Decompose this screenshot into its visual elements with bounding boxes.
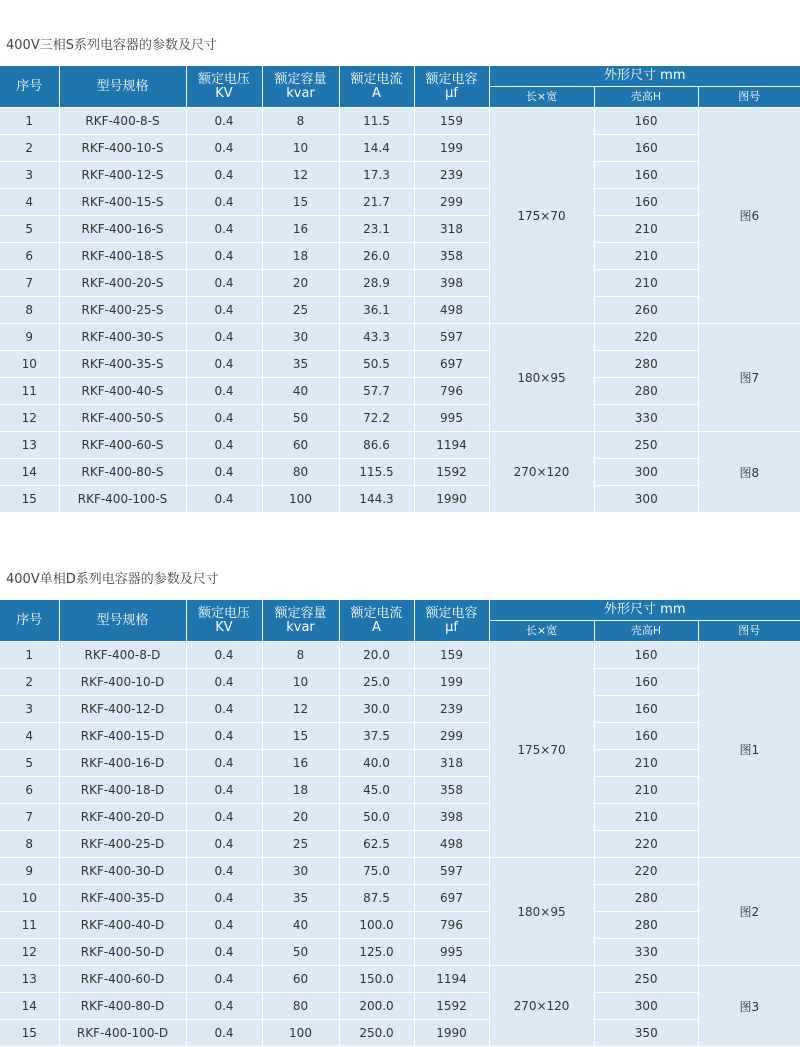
capacity-cell: 20 bbox=[262, 270, 339, 297]
model-cell: RKF-400-15-D bbox=[59, 723, 186, 750]
capacity-cell: 80 bbox=[262, 993, 339, 1020]
seq-cell: 6 bbox=[0, 777, 59, 804]
col-header-dimensions: 外形尺寸 mm bbox=[489, 66, 800, 87]
current-cell: 45.0 bbox=[339, 777, 414, 804]
col-header-capacity bbox=[262, 600, 339, 642]
capacitance-cell: 299 bbox=[414, 723, 489, 750]
figure-cell: 图3 bbox=[698, 966, 800, 1047]
voltage-cell: 0.4 bbox=[186, 750, 262, 777]
voltage-cell: 0.4 bbox=[186, 723, 262, 750]
voltage-label: 额定电压 bbox=[197, 605, 250, 621]
capacitance-cell: 239 bbox=[414, 696, 489, 723]
capacitance-cell: 1990 bbox=[414, 486, 489, 513]
capacitance-cell: 697 bbox=[414, 351, 489, 378]
capacitance-cell: 358 bbox=[414, 777, 489, 804]
capacitance-cell: 398 bbox=[414, 270, 489, 297]
col-header-height: 壳高H bbox=[594, 621, 698, 642]
capacitance-cell: 796 bbox=[414, 378, 489, 405]
seq-cell: 10 bbox=[0, 351, 59, 378]
capacity-cell: 35 bbox=[262, 351, 339, 378]
model-cell: RKF-400-30-S bbox=[59, 324, 186, 351]
capacity-cell: 10 bbox=[262, 135, 339, 162]
capacitance-cell: 995 bbox=[414, 939, 489, 966]
current-cell: 87.5 bbox=[339, 885, 414, 912]
current-cell: 125.0 bbox=[339, 939, 414, 966]
capacity-cell: 40 bbox=[262, 912, 339, 939]
seq-cell: 7 bbox=[0, 804, 59, 831]
capacitance-cell: 1194 bbox=[414, 966, 489, 993]
table-row bbox=[0, 696, 800, 723]
capacitance-cell: 597 bbox=[414, 324, 489, 351]
voltage-cell: 0.4 bbox=[186, 243, 262, 270]
table-row bbox=[0, 351, 800, 378]
model-cell: RKF-400-15-S bbox=[59, 189, 186, 216]
height-cell: 280 bbox=[594, 351, 698, 378]
capacity-cell: 100 bbox=[262, 486, 339, 513]
voltage-cell: 0.4 bbox=[186, 831, 262, 858]
capacity-cell: 18 bbox=[262, 777, 339, 804]
capacitance-unit: μf bbox=[445, 619, 458, 635]
model-cell: RKF-400-12-D bbox=[59, 696, 186, 723]
height-cell: 160 bbox=[594, 135, 698, 162]
model-cell: RKF-400-8-S bbox=[59, 108, 186, 135]
table-row bbox=[0, 216, 800, 243]
height-cell: 280 bbox=[594, 885, 698, 912]
table-row bbox=[0, 642, 800, 669]
current-cell: 57.7 bbox=[339, 378, 414, 405]
model-cell: RKF-400-80-D bbox=[59, 993, 186, 1020]
height-cell: 210 bbox=[594, 777, 698, 804]
current-cell: 43.3 bbox=[339, 324, 414, 351]
capacitance-cell: 199 bbox=[414, 135, 489, 162]
capacitance-cell: 498 bbox=[414, 297, 489, 324]
capacity-cell: 10 bbox=[262, 669, 339, 696]
seq-cell: 5 bbox=[0, 216, 59, 243]
seq-cell: 2 bbox=[0, 669, 59, 696]
seq-cell: 12 bbox=[0, 405, 59, 432]
capacity-cell: 80 bbox=[262, 459, 339, 486]
model-cell: RKF-400-25-D bbox=[59, 831, 186, 858]
current-cell: 30.0 bbox=[339, 696, 414, 723]
table-row bbox=[0, 270, 800, 297]
height-cell: 220 bbox=[594, 858, 698, 885]
height-cell: 280 bbox=[594, 912, 698, 939]
capacitance-cell: 318 bbox=[414, 216, 489, 243]
model-cell: RKF-400-35-D bbox=[59, 885, 186, 912]
table-row bbox=[0, 459, 800, 486]
seq-cell: 1 bbox=[0, 108, 59, 135]
capacity-cell: 50 bbox=[262, 405, 339, 432]
current-cell: 40.0 bbox=[339, 750, 414, 777]
seq-cell: 14 bbox=[0, 459, 59, 486]
current-unit: A bbox=[372, 619, 381, 635]
d-series-table bbox=[0, 600, 800, 1047]
height-cell: 160 bbox=[594, 669, 698, 696]
col-header-length-width: 长×宽 bbox=[489, 87, 594, 108]
voltage-cell: 0.4 bbox=[186, 486, 262, 513]
height-cell: 160 bbox=[594, 696, 698, 723]
length-width-cell: 175×70 bbox=[489, 642, 594, 858]
voltage-cell: 0.4 bbox=[186, 804, 262, 831]
seq-cell: 9 bbox=[0, 324, 59, 351]
figure-cell: 图6 bbox=[698, 108, 800, 324]
d-series-body bbox=[0, 642, 800, 1047]
current-cell: 36.1 bbox=[339, 297, 414, 324]
capacity-cell: 20 bbox=[262, 804, 339, 831]
capacity-cell: 60 bbox=[262, 966, 339, 993]
height-cell: 210 bbox=[594, 243, 698, 270]
capacity-cell: 100 bbox=[262, 1020, 339, 1047]
col-header-model: 型号规格 bbox=[59, 600, 186, 642]
capacity-cell: 12 bbox=[262, 696, 339, 723]
figure-cell: 图2 bbox=[698, 858, 800, 966]
model-cell: RKF-400-18-D bbox=[59, 777, 186, 804]
model-cell: RKF-400-10-D bbox=[59, 669, 186, 696]
model-cell: RKF-400-100-D bbox=[59, 1020, 186, 1047]
col-header-figure: 图号 bbox=[698, 621, 800, 642]
voltage-cell: 0.4 bbox=[186, 135, 262, 162]
current-cell: 50.0 bbox=[339, 804, 414, 831]
model-cell: RKF-400-40-D bbox=[59, 912, 186, 939]
voltage-cell: 0.4 bbox=[186, 966, 262, 993]
capacitance-cell: 358 bbox=[414, 243, 489, 270]
capacitance-label: 额定电容 bbox=[425, 605, 478, 621]
length-width-cell: 175×70 bbox=[489, 108, 594, 324]
current-cell: 26.0 bbox=[339, 243, 414, 270]
voltage-cell: 0.4 bbox=[186, 696, 262, 723]
capacitance-cell: 299 bbox=[414, 189, 489, 216]
height-cell: 210 bbox=[594, 750, 698, 777]
table-row bbox=[0, 243, 800, 270]
s-series-body bbox=[0, 108, 800, 513]
capacity-cell: 16 bbox=[262, 750, 339, 777]
voltage-cell: 0.4 bbox=[186, 108, 262, 135]
table-row bbox=[0, 1020, 800, 1047]
current-cell: 75.0 bbox=[339, 858, 414, 885]
current-cell: 115.5 bbox=[339, 459, 414, 486]
capacity-cell: 30 bbox=[262, 858, 339, 885]
height-cell: 220 bbox=[594, 831, 698, 858]
model-cell: RKF-400-100-S bbox=[59, 486, 186, 513]
table-row bbox=[0, 804, 800, 831]
model-cell: RKF-400-20-D bbox=[59, 804, 186, 831]
current-cell: 86.6 bbox=[339, 432, 414, 459]
capacity-label: 额定容量 bbox=[274, 71, 327, 87]
voltage-cell: 0.4 bbox=[186, 189, 262, 216]
current-cell: 200.0 bbox=[339, 993, 414, 1020]
table-row bbox=[0, 486, 800, 513]
capacity-cell: 25 bbox=[262, 297, 339, 324]
height-cell: 160 bbox=[594, 642, 698, 669]
capacitance-unit: μf bbox=[445, 85, 458, 101]
col-header-current bbox=[339, 600, 414, 642]
height-cell: 210 bbox=[594, 804, 698, 831]
length-width-cell: 180×95 bbox=[489, 858, 594, 966]
height-cell: 350 bbox=[594, 1020, 698, 1047]
height-cell: 250 bbox=[594, 966, 698, 993]
table-row bbox=[0, 378, 800, 405]
length-width-cell: 180×95 bbox=[489, 324, 594, 432]
model-cell: RKF-400-60-D bbox=[59, 966, 186, 993]
table-row bbox=[0, 297, 800, 324]
height-cell: 330 bbox=[594, 405, 698, 432]
seq-cell: 6 bbox=[0, 243, 59, 270]
capacity-cell: 35 bbox=[262, 885, 339, 912]
voltage-cell: 0.4 bbox=[186, 216, 262, 243]
capacity-cell: 60 bbox=[262, 432, 339, 459]
voltage-cell: 0.4 bbox=[186, 162, 262, 189]
capacitance-cell: 398 bbox=[414, 804, 489, 831]
model-cell: RKF-400-25-S bbox=[59, 297, 186, 324]
voltage-cell: 0.4 bbox=[186, 324, 262, 351]
col-header-capacitance bbox=[414, 600, 489, 642]
current-cell: 25.0 bbox=[339, 669, 414, 696]
col-header-seq: 序号 bbox=[0, 66, 59, 108]
seq-cell: 11 bbox=[0, 912, 59, 939]
col-header-seq: 序号 bbox=[0, 600, 59, 642]
seq-cell: 2 bbox=[0, 135, 59, 162]
capacity-cell: 40 bbox=[262, 378, 339, 405]
height-cell: 160 bbox=[594, 162, 698, 189]
capacitance-cell: 159 bbox=[414, 642, 489, 669]
seq-cell: 3 bbox=[0, 696, 59, 723]
height-cell: 300 bbox=[594, 486, 698, 513]
seq-cell: 7 bbox=[0, 270, 59, 297]
col-header-capacity bbox=[262, 66, 339, 108]
capacitance-cell: 199 bbox=[414, 669, 489, 696]
model-cell: RKF-400-12-S bbox=[59, 162, 186, 189]
d-series-title: 400V单相D系列电容器的参数及尺寸 bbox=[6, 572, 219, 587]
figure-cell: 图8 bbox=[698, 432, 800, 513]
table-row bbox=[0, 912, 800, 939]
voltage-cell: 0.4 bbox=[186, 405, 262, 432]
figure-cell: 图7 bbox=[698, 324, 800, 432]
table-row bbox=[0, 831, 800, 858]
s-series-table bbox=[0, 66, 800, 513]
height-cell: 280 bbox=[594, 378, 698, 405]
table-row bbox=[0, 777, 800, 804]
current-cell: 11.5 bbox=[339, 108, 414, 135]
col-header-length-width: 长×宽 bbox=[489, 621, 594, 642]
current-cell: 144.3 bbox=[339, 486, 414, 513]
voltage-cell: 0.4 bbox=[186, 993, 262, 1020]
seq-cell: 12 bbox=[0, 939, 59, 966]
voltage-cell: 0.4 bbox=[186, 459, 262, 486]
voltage-cell: 0.4 bbox=[186, 939, 262, 966]
table-row bbox=[0, 324, 800, 351]
current-unit: A bbox=[372, 85, 381, 101]
col-header-capacitance bbox=[414, 66, 489, 108]
capacitance-cell: 597 bbox=[414, 858, 489, 885]
seq-cell: 9 bbox=[0, 858, 59, 885]
seq-cell: 15 bbox=[0, 486, 59, 513]
seq-cell: 8 bbox=[0, 297, 59, 324]
voltage-cell: 0.4 bbox=[186, 378, 262, 405]
current-cell: 62.5 bbox=[339, 831, 414, 858]
capacitance-cell: 1990 bbox=[414, 1020, 489, 1047]
table-row bbox=[0, 723, 800, 750]
model-cell: RKF-400-20-S bbox=[59, 270, 186, 297]
col-header-model: 型号规格 bbox=[59, 66, 186, 108]
capacity-cell: 15 bbox=[262, 189, 339, 216]
table-row bbox=[0, 858, 800, 885]
table-row bbox=[0, 405, 800, 432]
voltage-cell: 0.4 bbox=[186, 777, 262, 804]
capacitance-cell: 697 bbox=[414, 885, 489, 912]
voltage-cell: 0.4 bbox=[186, 270, 262, 297]
model-cell: RKF-400-30-D bbox=[59, 858, 186, 885]
table-row bbox=[0, 162, 800, 189]
capacity-unit: kvar bbox=[286, 85, 315, 101]
current-cell: 50.5 bbox=[339, 351, 414, 378]
col-header-dimensions: 外形尺寸 mm bbox=[489, 600, 800, 621]
capacitance-cell: 318 bbox=[414, 750, 489, 777]
table-row bbox=[0, 939, 800, 966]
voltage-unit: KV bbox=[215, 85, 233, 101]
capacity-label: 额定容量 bbox=[274, 605, 327, 621]
current-cell: 14.4 bbox=[339, 135, 414, 162]
capacity-cell: 50 bbox=[262, 939, 339, 966]
col-header-height: 壳高H bbox=[594, 87, 698, 108]
model-cell: RKF-400-50-D bbox=[59, 939, 186, 966]
capacitance-cell: 796 bbox=[414, 912, 489, 939]
seq-cell: 11 bbox=[0, 378, 59, 405]
table-row bbox=[0, 669, 800, 696]
capacity-cell: 18 bbox=[262, 243, 339, 270]
table-row bbox=[0, 885, 800, 912]
seq-cell: 4 bbox=[0, 723, 59, 750]
table-row bbox=[0, 750, 800, 777]
height-cell: 210 bbox=[594, 270, 698, 297]
height-cell: 300 bbox=[594, 459, 698, 486]
figure-cell: 图1 bbox=[698, 642, 800, 858]
capacitance-label: 额定电容 bbox=[425, 71, 478, 87]
voltage-cell: 0.4 bbox=[186, 297, 262, 324]
table-row bbox=[0, 432, 800, 459]
seq-cell: 8 bbox=[0, 831, 59, 858]
voltage-cell: 0.4 bbox=[186, 1020, 262, 1047]
capacity-cell: 16 bbox=[262, 216, 339, 243]
seq-cell: 13 bbox=[0, 432, 59, 459]
height-cell: 250 bbox=[594, 432, 698, 459]
current-cell: 23.1 bbox=[339, 216, 414, 243]
model-cell: RKF-400-50-S bbox=[59, 405, 186, 432]
capacity-cell: 30 bbox=[262, 324, 339, 351]
current-label: 额定电流 bbox=[350, 71, 403, 87]
height-cell: 160 bbox=[594, 108, 698, 135]
seq-cell: 5 bbox=[0, 750, 59, 777]
col-header-figure: 图号 bbox=[698, 87, 800, 108]
s-series-title: 400V三相S系列电容器的参数及尺寸 bbox=[6, 38, 217, 53]
capacitance-cell: 498 bbox=[414, 831, 489, 858]
height-cell: 160 bbox=[594, 723, 698, 750]
current-cell: 250.0 bbox=[339, 1020, 414, 1047]
capacitance-cell: 1592 bbox=[414, 459, 489, 486]
table-row bbox=[0, 108, 800, 135]
voltage-unit: KV bbox=[215, 619, 233, 635]
height-cell: 210 bbox=[594, 216, 698, 243]
seq-cell: 4 bbox=[0, 189, 59, 216]
seq-cell: 15 bbox=[0, 1020, 59, 1047]
capacity-cell: 25 bbox=[262, 831, 339, 858]
col-header-voltage bbox=[186, 66, 262, 108]
seq-cell: 3 bbox=[0, 162, 59, 189]
table-row bbox=[0, 189, 800, 216]
current-cell: 28.9 bbox=[339, 270, 414, 297]
model-cell: RKF-400-80-S bbox=[59, 459, 186, 486]
capacity-cell: 8 bbox=[262, 642, 339, 669]
capacitance-cell: 1592 bbox=[414, 993, 489, 1020]
model-cell: RKF-400-35-S bbox=[59, 351, 186, 378]
seq-cell: 13 bbox=[0, 966, 59, 993]
current-cell: 17.3 bbox=[339, 162, 414, 189]
capacitance-cell: 239 bbox=[414, 162, 489, 189]
model-cell: RKF-400-10-S bbox=[59, 135, 186, 162]
current-cell: 20.0 bbox=[339, 642, 414, 669]
current-cell: 100.0 bbox=[339, 912, 414, 939]
height-cell: 260 bbox=[594, 297, 698, 324]
model-cell: RKF-400-16-S bbox=[59, 216, 186, 243]
table-row bbox=[0, 135, 800, 162]
capacitance-cell: 995 bbox=[414, 405, 489, 432]
voltage-cell: 0.4 bbox=[186, 912, 262, 939]
seq-cell: 1 bbox=[0, 642, 59, 669]
voltage-cell: 0.4 bbox=[186, 432, 262, 459]
seq-cell: 14 bbox=[0, 993, 59, 1020]
table-row bbox=[0, 966, 800, 993]
capacity-cell: 12 bbox=[262, 162, 339, 189]
voltage-cell: 0.4 bbox=[186, 669, 262, 696]
col-header-voltage bbox=[186, 600, 262, 642]
length-width-cell: 270×120 bbox=[489, 432, 594, 513]
capacitance-cell: 159 bbox=[414, 108, 489, 135]
capacity-cell: 15 bbox=[262, 723, 339, 750]
model-cell: RKF-400-16-D bbox=[59, 750, 186, 777]
current-label: 额定电流 bbox=[350, 605, 403, 621]
capacity-cell: 8 bbox=[262, 108, 339, 135]
current-cell: 72.2 bbox=[339, 405, 414, 432]
voltage-label: 额定电压 bbox=[197, 71, 250, 87]
voltage-cell: 0.4 bbox=[186, 858, 262, 885]
voltage-cell: 0.4 bbox=[186, 351, 262, 378]
capacitance-cell: 1194 bbox=[414, 432, 489, 459]
current-cell: 150.0 bbox=[339, 966, 414, 993]
model-cell: RKF-400-18-S bbox=[59, 243, 186, 270]
col-header-current bbox=[339, 66, 414, 108]
height-cell: 300 bbox=[594, 993, 698, 1020]
model-cell: RKF-400-8-D bbox=[59, 642, 186, 669]
model-cell: RKF-400-40-S bbox=[59, 378, 186, 405]
table-row bbox=[0, 993, 800, 1020]
length-width-cell: 270×120 bbox=[489, 966, 594, 1047]
seq-cell: 10 bbox=[0, 885, 59, 912]
capacity-unit: kvar bbox=[286, 619, 315, 635]
height-cell: 220 bbox=[594, 324, 698, 351]
voltage-cell: 0.4 bbox=[186, 885, 262, 912]
height-cell: 160 bbox=[594, 189, 698, 216]
height-cell: 330 bbox=[594, 939, 698, 966]
current-cell: 21.7 bbox=[339, 189, 414, 216]
model-cell: RKF-400-60-S bbox=[59, 432, 186, 459]
voltage-cell: 0.4 bbox=[186, 642, 262, 669]
current-cell: 37.5 bbox=[339, 723, 414, 750]
